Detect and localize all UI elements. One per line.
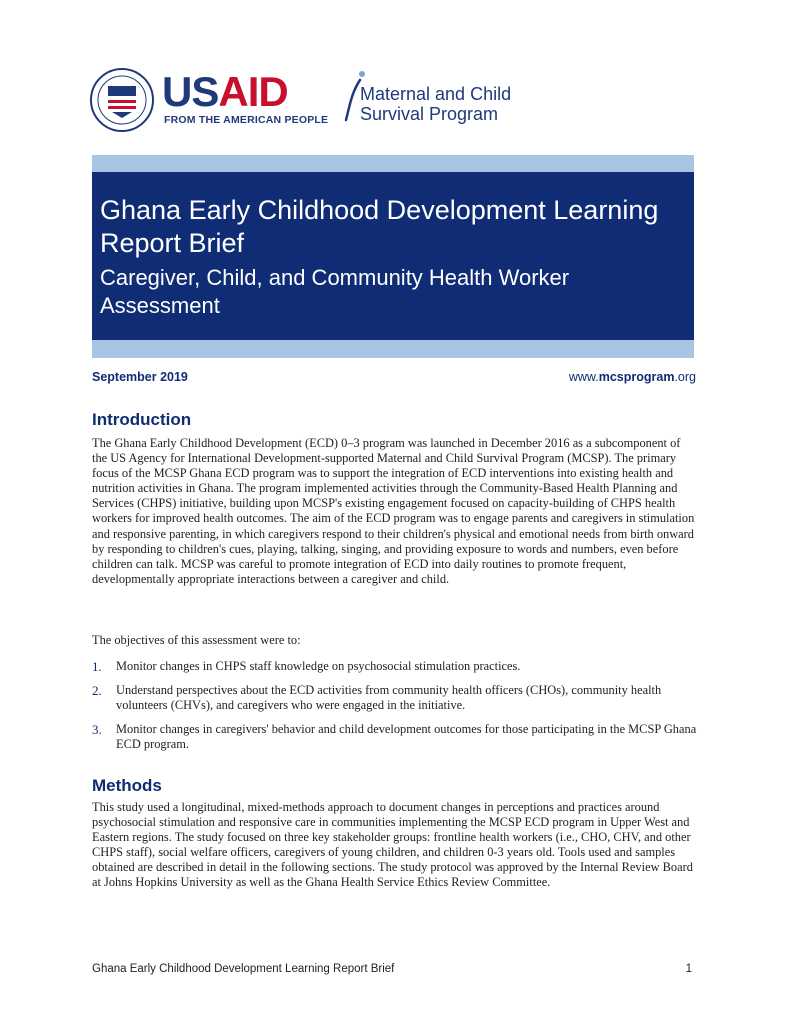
header-logos bbox=[90, 64, 530, 136]
footer-title: Ghana Early Childhood Development Learning Report Brief bbox=[92, 963, 395, 975]
objectives-intro: The objectives of this assessment were to: bbox=[92, 633, 301, 647]
publication-date: September 2019 bbox=[92, 370, 188, 384]
list-item: 1. Monitor changes in CHPS staff knowledge on psychosocial stimulation practices. bbox=[92, 659, 521, 674]
methods-paragraph: This study used a longitudinal, mixed-methods approach to document changes in perceptions and practices around psychosocial stimulation and responsive care in communities implementing the MCSP ECD program in Upper West and Eastern regions. The study focused on three key stakeholder groups: frontline health workers (i.e., CHO, CHV, and other CHPS staff), social welfare officers, caregivers of young children, and children 0-3 years old. Tools used and samples obtained are described in detail in the following sections. The study protocol was approved by the Internal Review Board at Johns Hopkins University as well as the Ghana Health Service Ethics Review Committee. bbox=[92, 800, 693, 890]
objectives-list bbox=[92, 659, 698, 761]
website-link[interactable]: www.mcsprogram.org bbox=[568, 370, 696, 384]
mcsp-line-1: Maternal and Child bbox=[360, 84, 512, 104]
title-banner bbox=[92, 172, 694, 340]
mcsp-line-2: Survival Program bbox=[360, 104, 499, 124]
introduction-paragraph: The Ghana Early Childhood Development (ECD) 0–3 program was launched in December 2016 as a subcomponent of the US Agency for International Development-supported Maternal and Child Survival Program (MCSP). The primary focus of the MCSP Ghana ECD program was to support the integration of ECD interventions into existing health and nutrition activities in Ghana. The program implemented activities through the Community-Based Health Planning and Services (CHPS) initiative, building upon MCSP's existing engagement focused on capacity-building of CHPS health workers for improved health outcomes. The aim of the ECD program was to engage parents and caregivers in stimulation and responsive parenting, in which caregivers respond to their children's physical and emotional needs from birth onward by responding to children's cues, playing, talking, singing, and providing exposure to words and numbers, even before children can talk. MCSP was careful to promote integration of ECD into daily routines to promote frequent, developmentally appropriate interactions between a caregiver and child. bbox=[92, 436, 695, 586]
mcsp-wordmark bbox=[360, 84, 511, 124]
usaid-wordmark: USAID bbox=[162, 68, 288, 115]
introduction-heading: Introduction bbox=[92, 410, 192, 429]
page-number: 1 bbox=[685, 963, 692, 975]
list-item: 2. Understand perspectives about the ECD activities from community health officers (CHOs), community health volunteers (CHVs), and caregivers who were engaged in the initiative. bbox=[92, 683, 662, 713]
report-title: Ghana Early Childhood Development Learning Report Brief bbox=[100, 195, 659, 258]
usaid-seal-icon bbox=[90, 68, 154, 132]
list-item: 3. Monitor changes in caregivers' behavior and child development outcomes for those participating in the MCSP Ghana ECD program. bbox=[92, 722, 697, 752]
report-subtitle: Caregiver, Child, and Community Health Worker Assessment bbox=[100, 265, 570, 318]
methods-heading: Methods bbox=[92, 776, 162, 795]
banner-top-stripe bbox=[92, 155, 694, 172]
banner-bottom-stripe bbox=[92, 340, 694, 358]
usaid-tagline: FROM THE AMERICAN PEOPLE bbox=[164, 114, 329, 126]
